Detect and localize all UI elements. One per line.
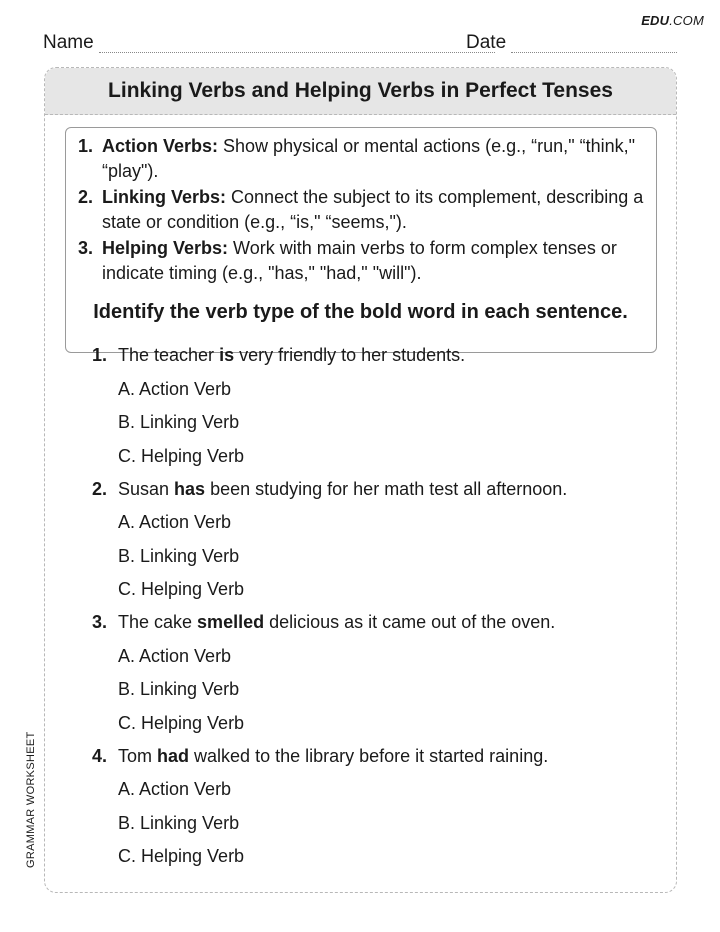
definition-item bbox=[78, 134, 646, 183]
question-text bbox=[118, 478, 567, 512]
question-stem bbox=[92, 344, 662, 378]
question-4 bbox=[92, 745, 662, 879]
brand-logo bbox=[641, 13, 704, 28]
date-line[interactable] bbox=[511, 52, 677, 53]
bold-verb: smelled bbox=[197, 612, 265, 632]
text-before: The teacher bbox=[118, 345, 220, 365]
name-label: Name bbox=[43, 32, 94, 53]
option-a[interactable]: A. Action Verb bbox=[118, 378, 232, 399]
option-b[interactable]: B. Linking Verb bbox=[118, 679, 240, 699]
definition-item bbox=[78, 236, 646, 285]
question-text bbox=[118, 745, 548, 779]
question-number: 3. bbox=[92, 612, 108, 632]
bold-verb: had bbox=[157, 745, 190, 766]
question-text bbox=[118, 611, 555, 645]
text-after: walked to the library before it started raining. bbox=[189, 745, 549, 766]
definition-number: 2. bbox=[78, 187, 94, 207]
brand-bold: EDU bbox=[641, 13, 670, 28]
option-a[interactable]: A. Action Verb bbox=[118, 645, 232, 666]
definition-term: Action Verbs: bbox=[102, 136, 219, 156]
text-before: The cake bbox=[118, 612, 198, 632]
question-1 bbox=[92, 344, 662, 478]
option-c[interactable]: C. Helping Verb bbox=[118, 712, 245, 733]
text-before: Susan bbox=[118, 478, 175, 499]
question-text bbox=[118, 344, 465, 378]
question-number: 1. bbox=[92, 345, 108, 365]
question-list bbox=[92, 344, 662, 878]
definition-term: Helping Verbs: bbox=[102, 238, 229, 258]
question-3 bbox=[92, 611, 662, 745]
option-c[interactable]: C. Helping Verb bbox=[118, 445, 245, 466]
bold-verb: is bbox=[219, 345, 235, 365]
option-c[interactable]: C. Helping Verb bbox=[118, 846, 245, 866]
side-label: GRAMMAR WORKSHEET bbox=[25, 731, 37, 868]
option-a[interactable]: A. Action Verb bbox=[118, 779, 232, 799]
definition-body bbox=[102, 185, 646, 234]
definition-number: 3. bbox=[78, 238, 94, 258]
date-label: Date bbox=[466, 32, 507, 53]
question-number: 2. bbox=[92, 478, 108, 499]
option-b[interactable]: B. Linking Verb bbox=[118, 812, 240, 833]
text-after: delicious as it came out of the oven. bbox=[264, 612, 556, 632]
definition-number: 1. bbox=[78, 136, 94, 156]
definition-body bbox=[102, 134, 646, 183]
brand-rest: .COM bbox=[669, 13, 704, 28]
definition-term: Linking Verbs: bbox=[102, 187, 227, 207]
option-c[interactable]: C. Helping Verb bbox=[118, 579, 245, 599]
name-line[interactable] bbox=[99, 52, 495, 53]
definition-text: Show physical or mental actions (e.g., “run," “think," “play"). bbox=[102, 136, 635, 181]
definition-text: Work with main verbs to form complex tenses or indicate timing (e.g., "has," "had," "will"). bbox=[102, 238, 617, 283]
question-stem bbox=[92, 745, 662, 779]
question-stem bbox=[92, 611, 662, 645]
instruction: Identify the verb type of the bold word in each sentence. bbox=[93, 301, 628, 323]
question-stem bbox=[92, 478, 662, 512]
definition-item bbox=[78, 185, 646, 234]
option-b[interactable]: B. Linking Verb bbox=[118, 545, 240, 566]
text-after: very friendly to her students. bbox=[234, 345, 466, 365]
option-a[interactable]: A. Action Verb bbox=[118, 512, 232, 532]
text-after: been studying for her math test all afternoon. bbox=[205, 478, 568, 499]
worksheet-card bbox=[44, 67, 677, 893]
question-number: 4. bbox=[92, 745, 108, 766]
option-b[interactable]: B. Linking Verb bbox=[118, 412, 240, 432]
question-2 bbox=[92, 478, 662, 612]
bold-verb: has bbox=[174, 478, 206, 499]
text-before: Tom bbox=[118, 745, 158, 766]
name-date-row bbox=[43, 32, 677, 54]
definition-text: Connect the subject to its complement, describing a state or condition (e.g., “is," “seems,"). bbox=[102, 187, 644, 232]
worksheet-title: Linking Verbs and Helping Verbs in Perfect Tenses bbox=[45, 68, 676, 115]
definition-body bbox=[102, 236, 646, 285]
